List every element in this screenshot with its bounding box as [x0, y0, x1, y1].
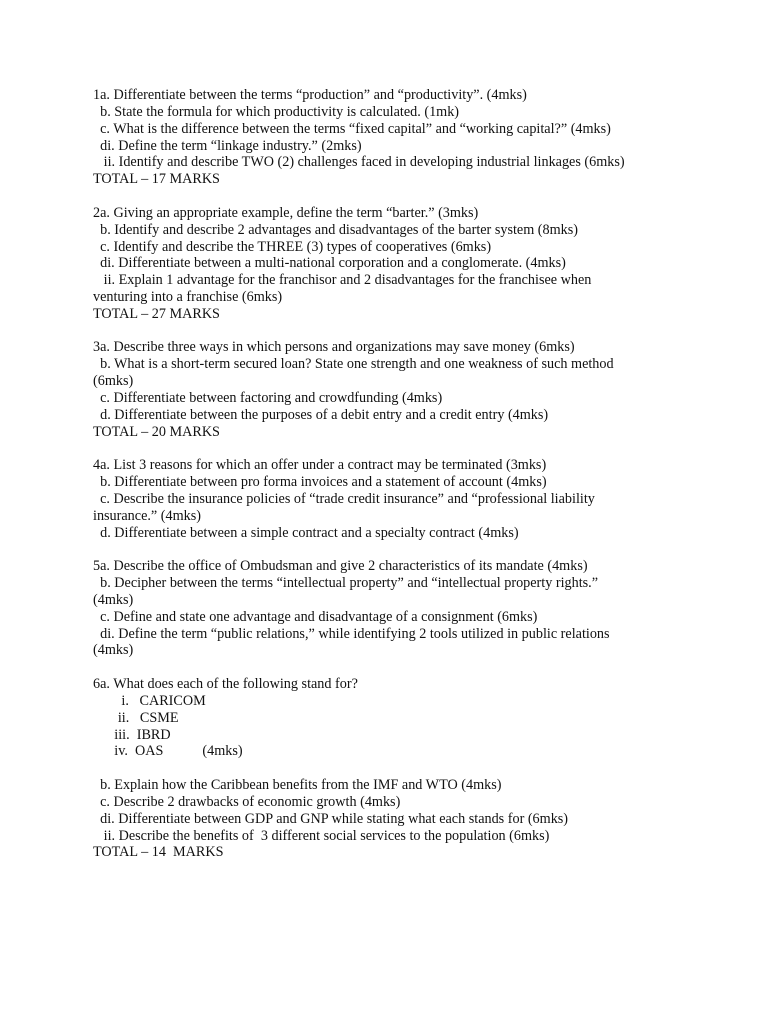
question-line: ii. CSME [93, 709, 179, 726]
question-line: (4mks) [93, 642, 134, 659]
question-line: b. Decipher between the terms “intellectual property” and “intellectual property rights.” [93, 575, 599, 592]
question-line: (6mks) [93, 373, 134, 390]
question-line: 2a. Giving an appropriate example, define the term “barter.” (3mks) [93, 204, 479, 221]
question-line: TOTAL – 27 MARKS [93, 305, 220, 322]
question-line: c. Describe 2 drawbacks of economic growth (4mks) [93, 793, 401, 810]
question-line: 1a. Differentiate between the terms “production” and “productivity”. (4mks) [93, 87, 527, 103]
question-line: ii. Identify and describe TWO (2) challenges faced in developing industrial linkages (6mks) [93, 154, 625, 171]
question-line: 4a. List 3 reasons for which an offer under a contract may be terminated (3mks) [93, 457, 547, 474]
question-line: c. Describe the insurance policies of “trade credit insurance” and “professional liability [93, 490, 595, 507]
question-line: d. Differentiate between a simple contract and a specialty contract (4mks) [93, 524, 519, 541]
question-line: di. Define the term “public relations,” while identifying 2 tools utilized in public relations [93, 625, 610, 642]
question-line: 6a. What does each of the following stand for? [93, 676, 358, 692]
question-line: c. Define and state one advantage and disadvantage of a consignment (6mks) [93, 608, 538, 625]
question-line: 5a. Describe the office of Ombudsman and give 2 characteristics of its mandate (4mks) [93, 558, 588, 575]
question-line: di. Define the term “linkage industry.” (2mks) [93, 137, 362, 154]
question-line: c. What is the difference between the terms “fixed capital” and “working capital?” (4mks) [93, 120, 611, 137]
question-line: b. Identify and describe 2 advantages and disadvantages of the barter system (8mks) [93, 221, 578, 238]
question-line: ii. Explain 1 advantage for the franchisor and 2 disadvantages for the franchisee when [93, 272, 592, 289]
question-line: b. Explain how the Caribbean benefits from the IMF and WTO (4mks) [93, 777, 502, 793]
question-line: c. Identify and describe the THREE (3) types of cooperatives (6mks) [93, 238, 492, 255]
question-line: b. Differentiate between pro forma invoices and a statement of account (4mks) [93, 474, 547, 491]
question-line: TOTAL – 14 MARKS [93, 844, 224, 861]
question-line: iv. OAS (4mks) [93, 743, 243, 760]
question-line: TOTAL – 17 MARKS [93, 171, 220, 188]
question-line: c. Differentiate between factoring and crowdfunding (4mks) [93, 389, 443, 406]
question-line: di. Differentiate between GDP and GNP while stating what each stands for (6mks) [93, 810, 569, 827]
question-line: 3a. Describe three ways in which persons and organizations may save money (6mks) [93, 339, 575, 356]
question-line: d. Differentiate between the purposes of a debit entry and a credit entry (4mks) [93, 406, 549, 423]
question-line: ii. Describe the benefits of 3 different social services to the population (6mks) [93, 827, 550, 844]
question-line: iii. IBRD [93, 726, 171, 743]
question-line: di. Differentiate between a multi-national corporation and a conglomerate. (4mks) [93, 255, 566, 272]
question-line: b. State the formula for which productivity is calculated. (1mk) [93, 103, 460, 120]
question-line: i. CARICOM [93, 692, 206, 709]
question-line: TOTAL – 20 MARKS [93, 423, 220, 440]
question-line: insurance.” (4mks) [93, 507, 201, 524]
question-line: (4mks) [93, 591, 134, 608]
question-line: b. What is a short-term secured loan? State one strength and one weakness of such method [93, 356, 614, 373]
question-line: venturing into a franchise (6mks) [93, 289, 283, 305]
